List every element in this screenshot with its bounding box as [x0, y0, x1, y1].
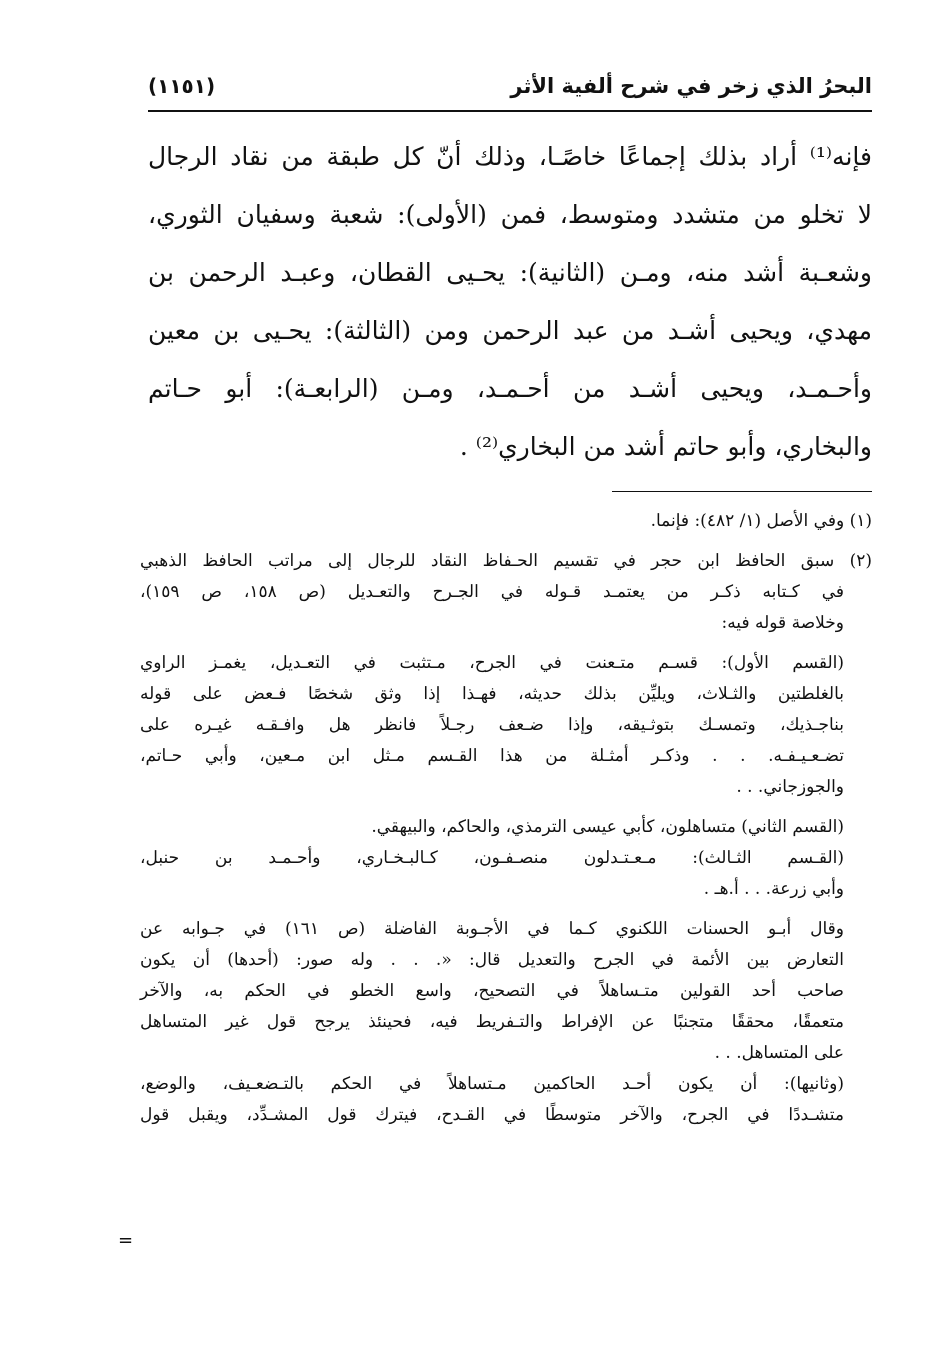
footnote-line: تضـعـيـفـه. . . وذكـر أمثـلة من هذا القـسم مـثل ابن مـعين، وأبي حـاتم، — [140, 746, 844, 766]
footnote-line: متشـددًا في الجرح، والآخر متوسطًا في القـدح، فيترك قول المشـدِّد، ويقبل قول — [140, 1105, 844, 1125]
page-number: (١١٥١) — [148, 74, 216, 98]
footnote-line: بالغلطتين والثـلاث، ويليِّن بذلك حديثه، فهـذا إذا وثق شخصًا فـعض على قوله — [140, 684, 844, 704]
footnote-line: التعارض بين الأئمة في الجرح والتعديل قال: «. . . وله صور: (أحدها) أن يكون — [140, 950, 844, 970]
footnotes — [140, 506, 872, 1131]
footnote-2-line: في كـتابه ذكـر من يعتمـد قـوله في الجـرح والتعـديل (ص ١٥٨، ص ١٥٩)، — [140, 582, 844, 602]
main-text — [148, 128, 872, 476]
footnote-line: (وثانيها): أن يكون أحـد الحاكمين مـتساهلاً في الحكم بالتـضعـيف، والوضع، — [140, 1074, 844, 1094]
main-line: فإنه⁽¹⁾ أراد بذلك إجماعًا خاصًـا، وذلك أنّ كل طبقة من نقاد الرجال — [148, 142, 872, 171]
main-line: والبخاري، وأبو حاتم أشد من البخاري⁽²⁾ . — [459, 432, 872, 461]
footnote-line: (القسم الأول): قسـم متـعنت في الجرح، مـتثبت في التعـديل، يغمـز الراوي — [140, 653, 844, 673]
main-line: وأحـمـد، ويحيى أشـد من أحـمـد، ومـن (الرابعـة): أبو حـاتم — [148, 374, 872, 403]
footnote-line: متعمقًا، محققًا متجنبًا عن الإفراط والتـفريط فيه، فحينئذ يرجح قول غير المتساهل — [140, 1012, 844, 1032]
footnote-line: على المتساهل. . . — [714, 1043, 844, 1063]
main-line: وشعـبة أشد منه، ومـن (الثانية): يحـيى القطان، وعبـد الرحمن بن — [148, 258, 872, 287]
footnote-line: وأبي زرعة. . . أ.هـ . — [703, 879, 844, 899]
footnote-1: (١) وفي الأصل (١/ ٤٨٢): فإنما. — [650, 511, 872, 531]
continuation-mark: = — [118, 1230, 134, 1251]
footnote-line: بناجـذيك، وتمسـك بتوثـيقه، وإذا ضـعف رجـلاً فانظر هل وافـقـه غيـره على — [140, 715, 844, 735]
footnote-line: وقال أبـو الحسنات اللكنوي كـما في الأجـوبة الفاضلة (ص ١٦١) في جـوابه عن — [140, 919, 844, 939]
footnote-2-line: (٢) سبق الحافظ ابن حجر في تقسيم الحـفاظ النقاد للرجال إلى مراتب الحافظ الذهبي — [140, 551, 872, 571]
footnote-separator — [612, 491, 872, 492]
footnote-line: والجوزجاني. . . — [736, 777, 844, 797]
page-header — [148, 74, 872, 104]
header-rule — [148, 110, 872, 112]
footnote-line: (القسم الثاني) متساهلون، كأبي عيسى الترمذي، والحاكم، والبيهقي. — [371, 817, 844, 837]
footnote-line: (القـسم الثـالث): مـعـتـدلون منصـفـون، كـالبـخـاري، وأحـمـد بن حنبل، — [140, 848, 844, 868]
footnote-2-line: وخلاصة قوله فيه: — [721, 613, 844, 633]
main-line: مهدي، ويحيى أشـد من عبد الرحمن ومن (الثالثة): يحـيى بن معين — [148, 316, 872, 345]
footnote-line: صاحب أحد القولين متـساهلاً في التصحيح، واسع الخطو في الحكم به، والآخر — [140, 981, 844, 1001]
main-line: لا تخلو من متشدد ومتوسط، فمن (الأولى): شعبة وسفيان الثوري، — [148, 200, 872, 229]
running-title: البحرُ الذي زخر في شرح ألفية الأثر — [510, 74, 872, 98]
